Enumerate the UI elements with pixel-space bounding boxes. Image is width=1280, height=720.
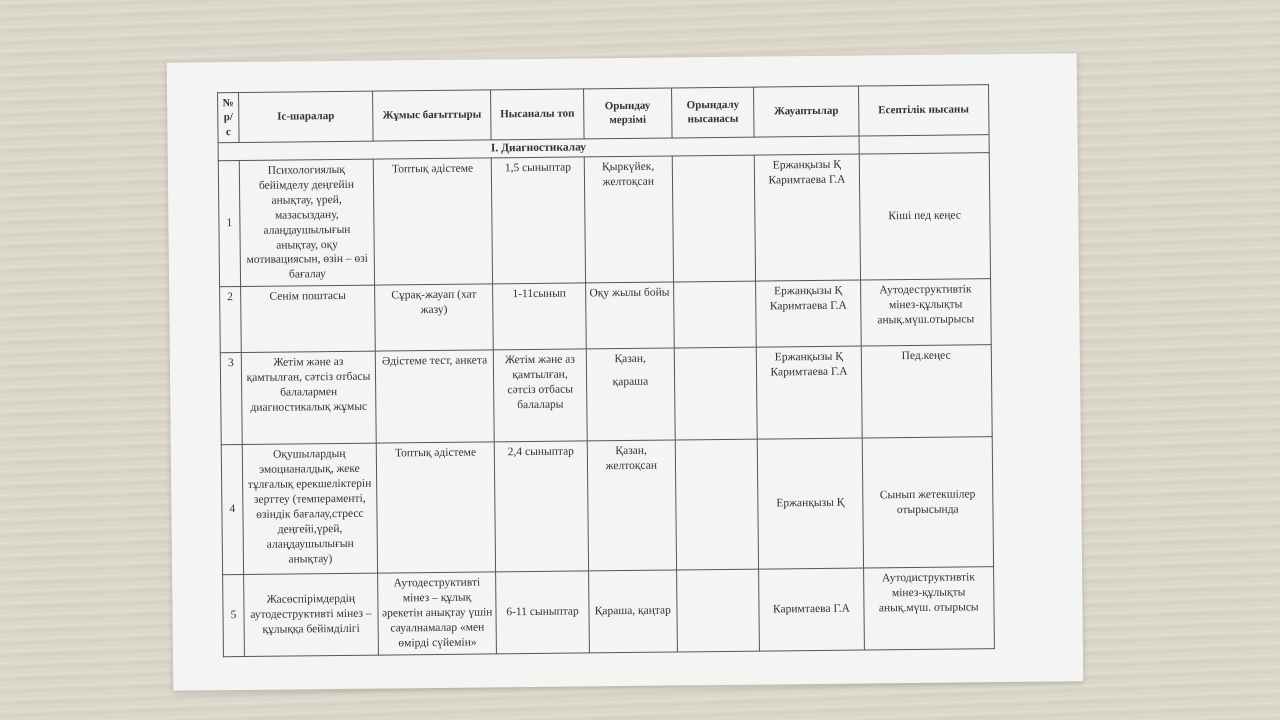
row-report: Сынып жетекшілер отырысында <box>862 437 994 568</box>
section-empty-cell <box>859 135 990 154</box>
table-row <box>220 345 992 445</box>
row-report: Кіші пед кеңес <box>859 153 991 281</box>
row-deadline: Қыркүйек, желтоқсан <box>584 156 674 283</box>
section-title: І. Диагностикалау <box>218 136 859 161</box>
row-number: 2 <box>220 287 242 353</box>
header-row <box>218 85 989 143</box>
row-target: 1-11сынып <box>493 283 586 350</box>
header-execution: Орындалу нысанасы <box>671 87 754 138</box>
row-direction: Әдістеме тест, анкета <box>375 350 494 443</box>
table-row <box>220 279 992 353</box>
header-report: Есептілік нысаны <box>858 85 989 136</box>
responsible-name: Каримтаева Г.А <box>770 365 848 379</box>
row-responsible <box>757 346 862 439</box>
deadline-line: Қазан, <box>614 353 646 366</box>
table-row <box>221 437 993 575</box>
row-deadline: Қазан, желтоқсан <box>587 440 677 571</box>
plan-table <box>217 84 995 657</box>
header-deadline: Орындау мерзімі <box>583 88 672 139</box>
row-event: Психологиялық бейімделу деңгейін анықтау, үрей, мазасыздану, алаңдаушылығын анықтау, оқу мотивациясын, өзін – өзі бағалау <box>239 159 374 287</box>
header-responsible: Жауаптылар <box>754 86 859 137</box>
row-responsible <box>756 280 861 347</box>
row-responsible <box>758 438 864 569</box>
responsible-name: Каримтаева Г.А <box>768 173 846 187</box>
row-deadline: Қараша, қаңтар <box>588 570 677 653</box>
row-direction: Сұрақ-жауап (хат жазу) <box>375 284 494 351</box>
header-target: Нысаналы топ <box>491 89 584 140</box>
responsible-name: Ержанқызы Қ <box>772 158 841 172</box>
responsible-name: Ержанқызы Қ <box>776 497 845 510</box>
row-report: Аутодиструктивтік мінез-құлықты анық.мүш. отырысы <box>863 567 994 650</box>
row-responsible <box>755 154 861 282</box>
row-execution <box>674 281 757 348</box>
row-target: 6-11 сыныптар <box>496 571 589 654</box>
row-target: 2,4 сыныптар <box>495 441 589 572</box>
row-execution <box>675 439 759 570</box>
row-target: Жетім және аз қамтылған, сәтсіз отбасы балалары <box>494 349 587 442</box>
row-event: Жетім және аз қамтылған, сәтсіз отбасы балалармен диагностикалық жұмыс <box>241 351 376 444</box>
row-number: 3 <box>220 353 242 445</box>
deadline-line: қараша <box>612 376 649 389</box>
responsible-name: Ержанқызы Қ <box>774 351 843 364</box>
row-deadline <box>586 348 675 441</box>
responsible-name: Каримтаева Г.А <box>772 602 851 616</box>
row-execution <box>677 569 760 652</box>
row-event: Жасөспірімдердің аутодеструктивті мінез – құлыққа бейімділігі <box>244 573 379 656</box>
row-deadline: Оқу жылы бойы <box>585 282 674 349</box>
row-number: 5 <box>223 575 245 657</box>
header-event: Іс-шаралар <box>238 91 373 142</box>
table-row <box>223 567 995 657</box>
row-execution <box>672 155 756 282</box>
row-target: 1,5 сыныптар <box>492 157 586 284</box>
row-event: Оқушылардың эмоцианалдық, жеке тұлғалық ерекшеліктерін зерттеу (темпераменті, өзіндік бағалау,стресс деңгейі,үрей, алаңдаушылығын анықтау) <box>242 443 377 574</box>
row-report: Пед.кеңес <box>861 345 992 438</box>
table-row <box>218 153 990 288</box>
header-direction: Жұмыс бағыттыры <box>373 90 492 141</box>
row-number: 1 <box>218 160 240 287</box>
header-num: № р/с <box>218 93 239 143</box>
responsible-name: Ержанқызы Қ <box>774 285 843 298</box>
row-direction: Топтық әдістеме <box>373 158 493 286</box>
paper-sheet <box>167 53 1084 690</box>
row-execution <box>674 347 757 440</box>
responsible-name: Каримтаева Г.А <box>769 299 847 313</box>
row-report: Аутодеструктивтік мінез-құлықты анық.мүш.отырысы <box>860 279 991 346</box>
row-event: Сенім поштасы <box>241 285 376 352</box>
row-direction: Аутодеструктивті мінез – құлық әрекетін анықтау үшін сауалнамалар «мен өмірді сүйемін» <box>378 572 497 655</box>
row-number: 4 <box>221 445 243 575</box>
row-responsible <box>759 568 864 651</box>
row-direction: Топтық әдістеме <box>376 442 496 573</box>
